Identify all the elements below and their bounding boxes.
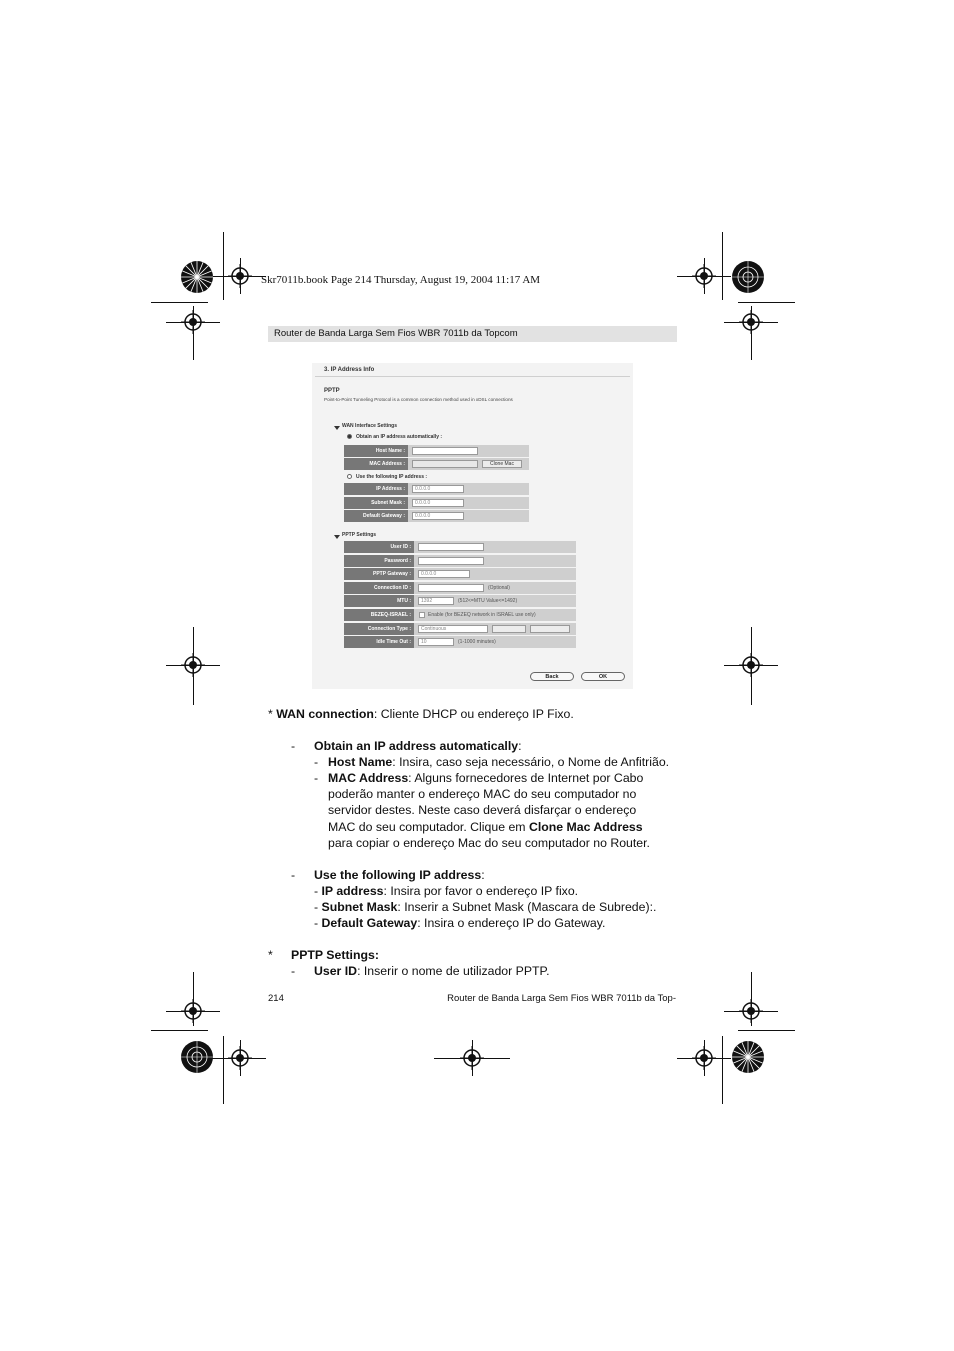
idle-time-label: Idle Time Out :: [344, 636, 414, 648]
registration-target-icon: [739, 653, 763, 677]
host-name-line: [328, 754, 669, 770]
pptp-star: *: [268, 948, 273, 962]
ok-button[interactable]: OK: [581, 672, 625, 681]
default-gateway-dash: -: [314, 916, 322, 930]
pptp-settings-term: PPTP Settings:: [291, 948, 379, 962]
registration-target-icon: [181, 310, 205, 334]
ip-info-heading: 3. IP Address Info: [324, 367, 375, 373]
wan-connection-desc: : Cliente DHCP ou endereço IP Fixo.: [373, 707, 574, 721]
obtain-auto-colon: :: [518, 739, 522, 753]
clone-instruction: MAC do seu computador. Clique em: [328, 820, 529, 834]
mtu-note: (512<=MTU Value<=1492): [458, 598, 518, 604]
password-input[interactable]: [418, 557, 484, 565]
page-number: 214: [268, 993, 284, 1004]
ip-address-term: IP address: [321, 884, 384, 898]
wan-connection-term: WAN connection: [276, 707, 374, 721]
clone-mac-button[interactable]: Clone Mac: [482, 460, 522, 468]
ip-address-desc: : Insira por favor o endereço IP fixo.: [383, 884, 579, 898]
book-header: Skr7011b.book Page 214 Thursday, August 19, 2004 11:17 AM: [261, 274, 541, 286]
pptp-title: PPTP: [324, 388, 340, 394]
connection-type-select[interactable]: Continuous: [418, 625, 488, 633]
wan-interface-settings: WAN Interface Settings: [342, 423, 398, 429]
user-id-line: [314, 963, 550, 979]
connection-id-label: Connection ID :: [344, 582, 414, 594]
bezeq-row: [344, 609, 576, 621]
back-button[interactable]: Back: [530, 672, 574, 681]
mtu-label: MTU :: [344, 595, 414, 607]
use-following-label: Use the following IP address :: [356, 474, 428, 480]
mac-address-term: MAC Address: [328, 771, 409, 785]
registration-target-icon: [228, 264, 252, 288]
starburst-target-icon: [180, 1040, 214, 1074]
obtain-auto-line: [314, 738, 522, 754]
default-gateway-row: [344, 510, 529, 522]
user-id-input[interactable]: [418, 543, 484, 551]
registration-target-icon: [228, 1046, 252, 1070]
obtain-auto-label: Obtain an IP address automatically :: [356, 434, 443, 440]
host-name-input[interactable]: [412, 447, 478, 455]
bezeq-note: Enable (for BEZEQ network in ISRAEL use only): [428, 612, 536, 618]
host-name-dash: -: [314, 755, 319, 769]
mac-address-line: [328, 770, 643, 786]
mac-address-label: MAC Address :: [344, 458, 408, 470]
idle-time-input[interactable]: 10: [418, 638, 454, 646]
connect-button[interactable]: [492, 625, 526, 633]
mac-address-desc: : Alguns fornecedores de Internet por Cabo: [408, 771, 644, 785]
pptp-settings-heading: PPTP Settings: [342, 532, 377, 538]
starburst-target-icon: [731, 1040, 765, 1074]
password-row: [344, 555, 576, 567]
registration-target-icon: [692, 1046, 716, 1070]
subnet-mask-row: [344, 497, 529, 509]
user-id-row: [344, 541, 576, 553]
obtain-auto-term: Obtain an IP address automatically: [314, 739, 519, 753]
mac-address-line-5: para copiar o endereço Mac do seu computador no Router.: [328, 836, 650, 850]
divider: [315, 376, 630, 377]
running-head: [268, 326, 677, 342]
host-name-term: Host Name: [328, 755, 393, 769]
mtu-row: [344, 595, 576, 607]
subnet-mask-term: Subnet Mask: [321, 900, 398, 914]
connection-type-row: [344, 623, 576, 635]
bullet-star: *: [268, 707, 273, 721]
user-id-label: User ID :: [344, 541, 414, 553]
subnet-mask-dash: -: [314, 900, 322, 914]
mac-address-input[interactable]: [412, 460, 478, 468]
registration-target-icon: [739, 310, 763, 334]
ip-address-label: IP Address :: [344, 483, 408, 495]
default-gateway-line: [314, 915, 605, 931]
bezeq-label: BEZEQ-ISRAEL :: [344, 609, 414, 621]
user-id-term: User ID: [314, 964, 358, 978]
collapse-arrow-icon: [334, 426, 340, 430]
mtu-input[interactable]: 1392: [418, 597, 454, 605]
ip-address-row: [344, 483, 529, 495]
subnet-mask-input[interactable]: 0.0.0.0: [412, 499, 464, 507]
password-label: Password :: [344, 555, 414, 567]
registration-target-icon: [739, 999, 763, 1023]
use-following-line: [314, 867, 485, 883]
use-following-dash: -: [291, 868, 296, 882]
starburst-target-icon: [180, 260, 214, 294]
obtain-auto-radio[interactable]: [347, 434, 352, 439]
pptp-description: Point-to-Point Tunneling Protocol is a common connection method used in xDSL connections: [324, 397, 513, 402]
registration-target-icon: [181, 653, 205, 677]
default-gateway-term: Default Gateway: [321, 916, 418, 930]
default-gateway-label: Default Gateway :: [344, 510, 408, 522]
registration-target-icon: [181, 999, 205, 1023]
default-gateway-desc: : Insira o endereço IP do Gateway.: [417, 916, 606, 930]
use-following-radio[interactable]: [347, 474, 352, 479]
idle-time-row: [344, 636, 576, 648]
subnet-mask-line: [314, 899, 656, 915]
mac-address-line-3: servidor destes. Neste caso deverá disfarçar o endereço: [328, 803, 637, 817]
registration-target-icon: [692, 264, 716, 288]
use-following-colon: :: [481, 868, 485, 882]
host-name-desc: : Insira, caso seja necessário, o Nome de Anfitrião.: [392, 755, 670, 769]
disconnect-button[interactable]: [530, 625, 570, 633]
subnet-mask-desc: : Inserir a Subnet Mask (Mascara de Subrede):.: [397, 900, 657, 914]
ip-address-line: [314, 883, 578, 899]
connection-id-input[interactable]: [418, 584, 484, 592]
router-config-screenshot: [312, 363, 633, 689]
registration-target-icon: [460, 1046, 484, 1070]
user-id-desc: : Inserir o nome de utilizador PPTP.: [357, 964, 550, 978]
optional-note: (Optional): [488, 585, 510, 591]
pptp-gateway-input[interactable]: 0.0.0.0: [418, 570, 470, 578]
connection-type-label: Connection Type :: [344, 623, 414, 635]
footer-title: Router de Banda Larga Sem Fios WBR 7011b da Top-: [447, 993, 676, 1004]
ip-address-input[interactable]: 0.0.0.0: [412, 485, 464, 493]
ip-address-dash: -: [314, 884, 322, 898]
pptp-gateway-row: [344, 568, 576, 580]
host-name-label: Host Name :: [344, 445, 408, 457]
wan-connection-line: [268, 706, 574, 722]
pptp-settings-line: [291, 947, 379, 963]
pptp-gateway-label: PPTP Gateway :: [344, 568, 414, 580]
subnet-mask-label: Subnet Mask :: [344, 497, 408, 509]
mac-address-line-4: [328, 819, 643, 835]
clone-mac-term: Clone Mac Address: [528, 820, 643, 834]
host-name-row: [344, 445, 529, 457]
obtain-auto-dash: -: [291, 739, 296, 753]
default-gateway-input[interactable]: 0.0.0.0: [412, 512, 464, 520]
collapse-arrow-icon: [334, 535, 340, 539]
mac-address-row: [344, 458, 529, 470]
starburst-target-icon: [731, 260, 765, 294]
mac-address-line-2: poderão manter o endereço MAC do seu computador no: [328, 787, 637, 801]
running-head-text: Router de Banda Larga Sem Fios WBR 7011b da Topcom: [274, 328, 518, 339]
idle-time-note: (1-1000 minutes): [458, 639, 496, 645]
bezeq-checkbox[interactable]: [419, 612, 425, 618]
connection-id-row: [344, 582, 576, 594]
mac-address-dash: -: [314, 771, 319, 785]
user-id-dash: -: [291, 964, 296, 978]
use-following-term: Use the following IP address: [314, 868, 482, 882]
